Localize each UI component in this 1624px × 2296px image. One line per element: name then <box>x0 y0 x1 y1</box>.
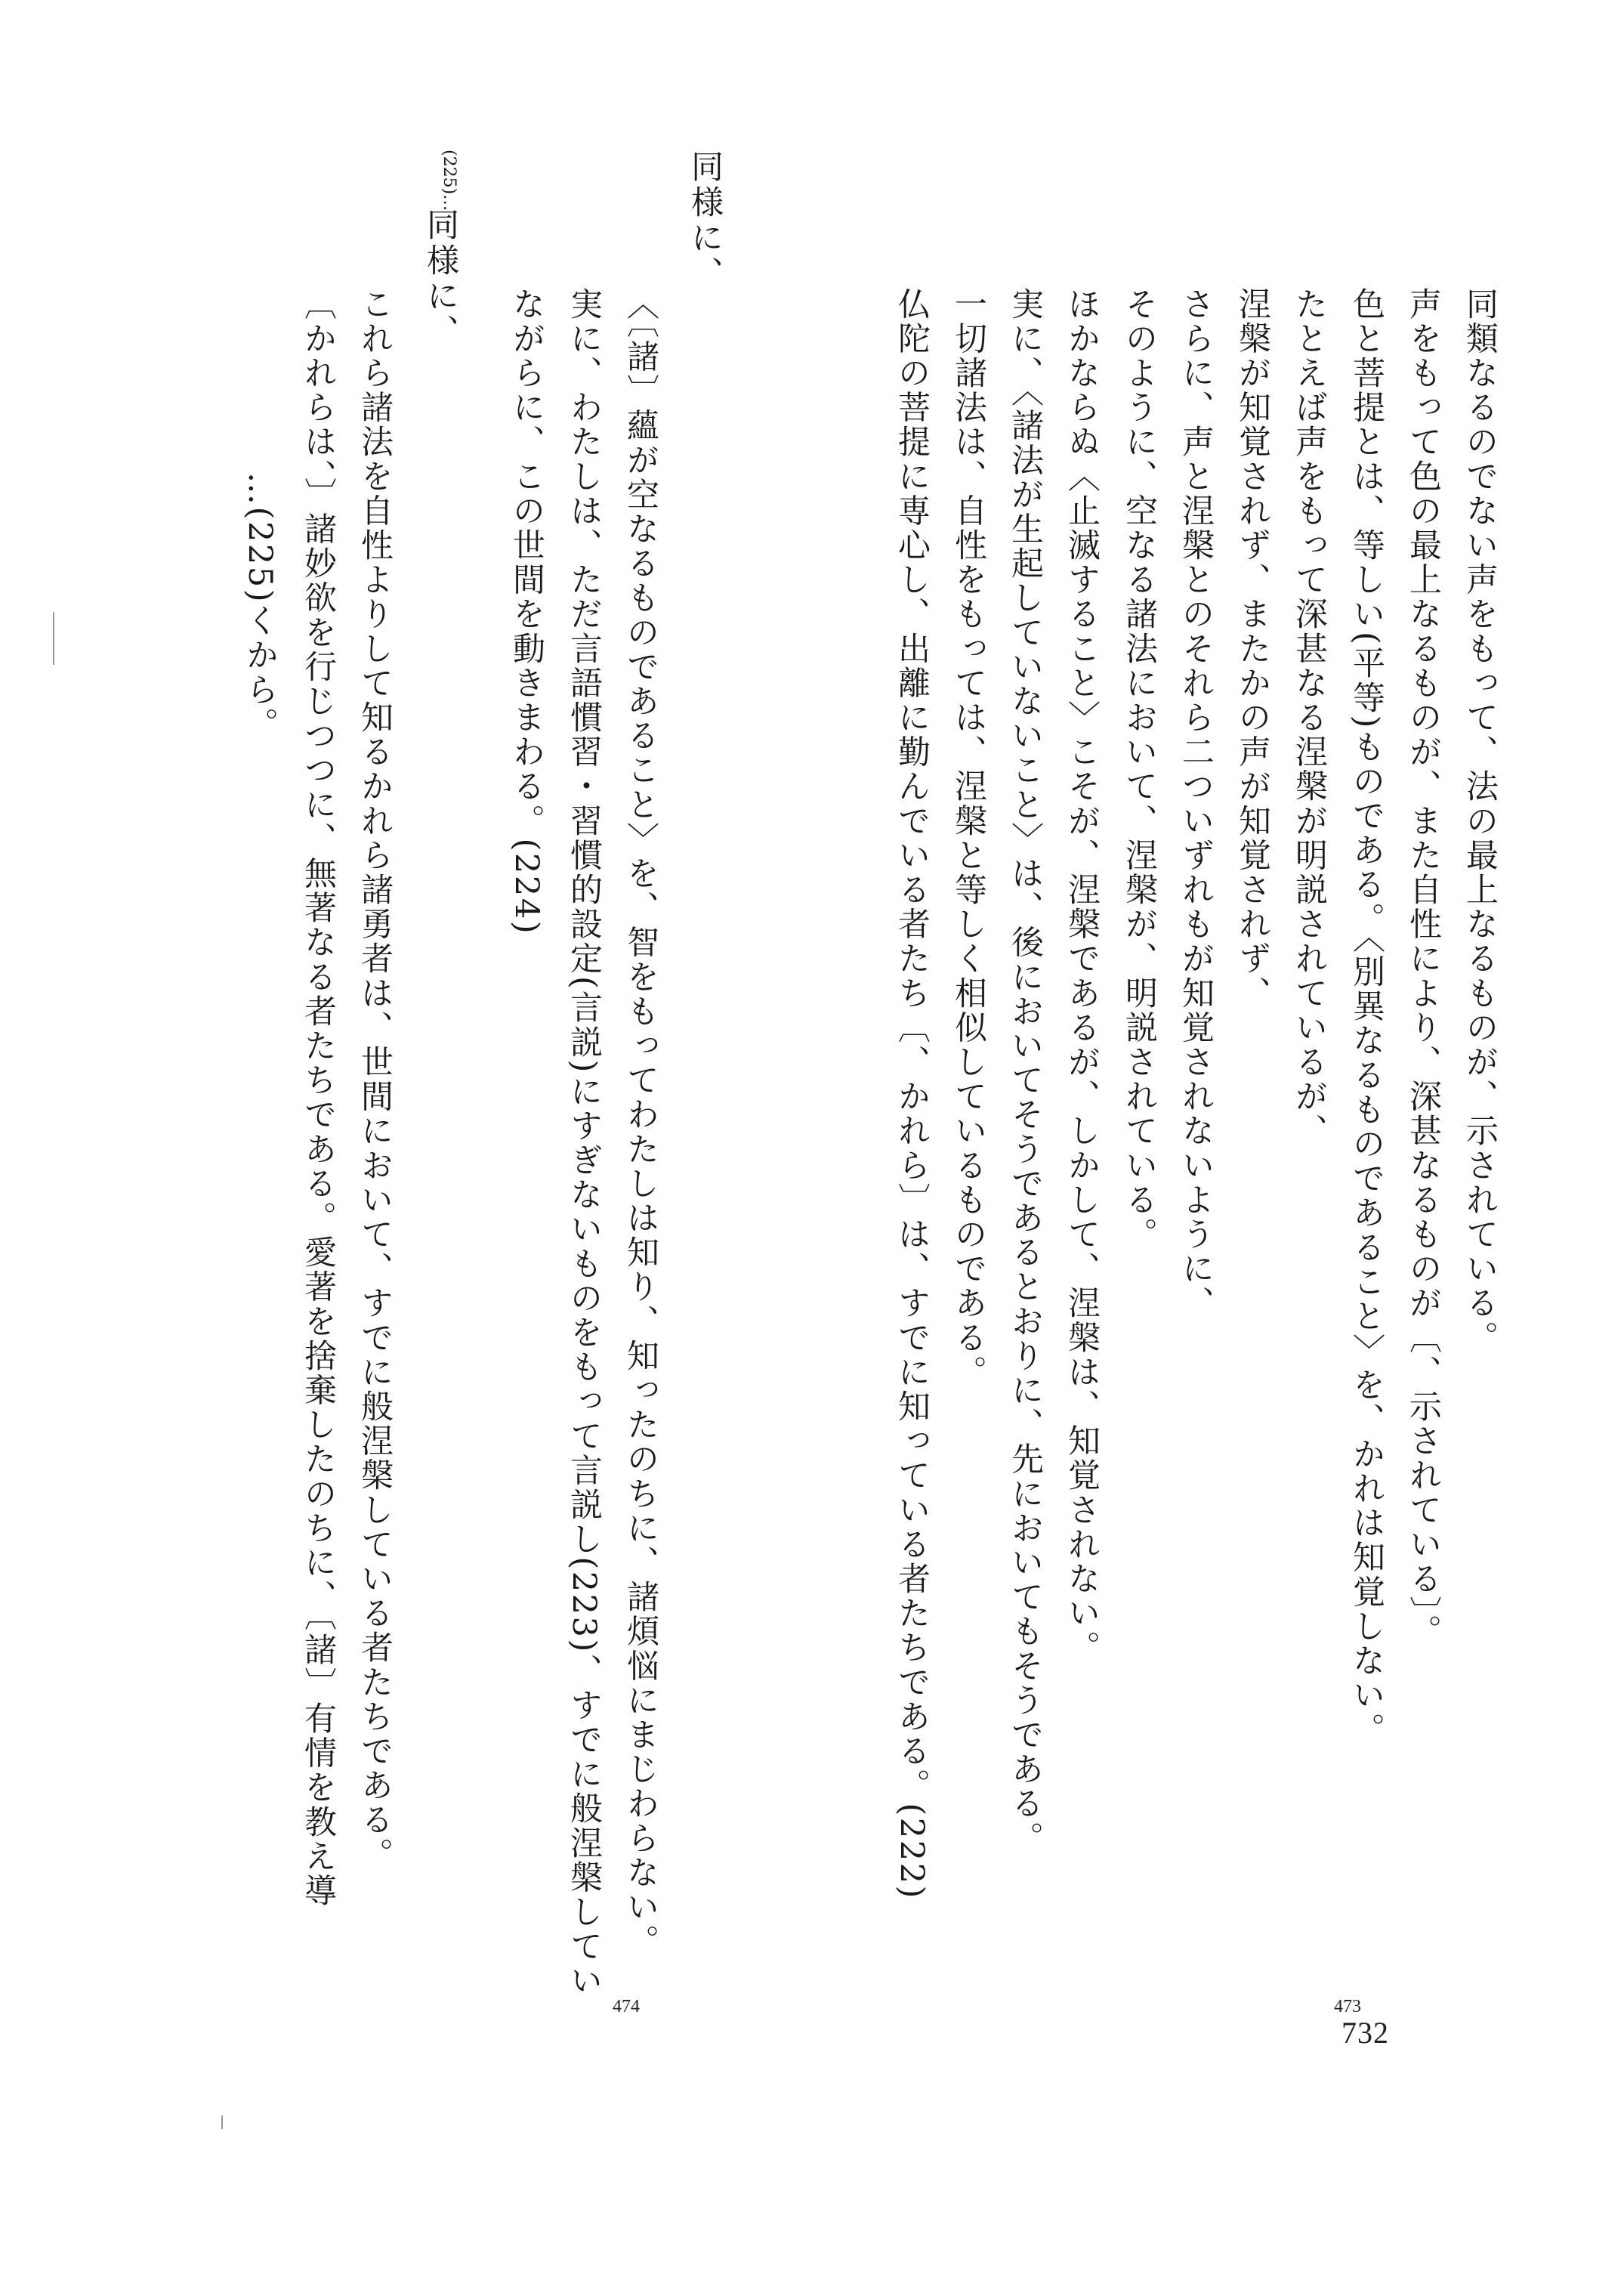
page-number: 732 <box>1341 2016 1389 2050</box>
text-line: 声をもって色の最上なるものが、また自性により、深甚なるものが〔、示されている〕。 <box>1404 287 1442 1649</box>
section-label: 同様に、 <box>421 208 459 350</box>
text-line: 実に、〈諸法が生起していないこと〉は、後においてそうであるとおりに、先においてもそうである。 <box>1006 287 1044 1856</box>
text-line: 〔かれらは、〕諸妙欲を行じつつに、無著なる者たちである。愛著を捨棄したのちに、〔諸〕有情を教え導 <box>299 287 337 1908</box>
text-line: 同類なるのでない声をもって、法の最上なるものが、示されている。 <box>1461 287 1499 1355</box>
text-line: さらに、声と涅槃とのそれら二ついずれもが知覚されないように、 <box>1177 287 1215 1321</box>
scan-mark <box>221 2115 223 2129</box>
text-line: ながらに、この世間を動きまわる。(224) <box>508 287 545 936</box>
text-line: 仏陀の菩提に専心し、出離に勤んでいる者たち〔、かれら〕は、すでに知っている者たちである。(222) <box>893 287 931 1901</box>
text-line: これら諸法を自性よりして知るかれら諸勇者は、世間において、すでに般涅槃している者たちである。 <box>356 287 394 1872</box>
footnote-marker: (225)… <box>440 150 458 212</box>
text-line: 一切諸法は、自性をもっては、涅槃と等しく相似しているものである。 <box>949 287 987 1390</box>
verse-number-473: 473 <box>1334 1997 1361 2016</box>
text-line: 色と菩提とは、等しい(平等)ものである。〈別異なるものであること〉を、かれは知覚しない。 <box>1348 287 1385 1747</box>
text-line: そのように、空なる諸法において、涅槃が、明説されている。 <box>1120 287 1158 1252</box>
text-line: …(225)くから。 <box>241 472 279 742</box>
text-line: たとえば声をもって深甚なる涅槃が明説されているが、 <box>1290 287 1328 1148</box>
text-line: 〈〔諸〕蘊が空なるものであること〉を、智をもってわたしは知り、知ったのちに、諸煩悩にまじわらない。 <box>622 287 659 1959</box>
text-line: ほかならぬ〈止滅すること〉こそが、涅槃であるが、しかして、涅槃は、知覚されない。 <box>1063 287 1101 1665</box>
text-line: 涅槃が知覚されず、またかの声が知覚されず、 <box>1233 287 1271 1011</box>
text-line: 実に、わたしは、ただ言語慣習・習慣的設定(言説)にすぎないものをもって言説し(223)、すでに般涅槃してい <box>565 287 603 1998</box>
verse-number-474: 474 <box>613 1997 640 2016</box>
section-label: 同様に、 <box>686 150 724 292</box>
scan-mark <box>53 612 54 665</box>
